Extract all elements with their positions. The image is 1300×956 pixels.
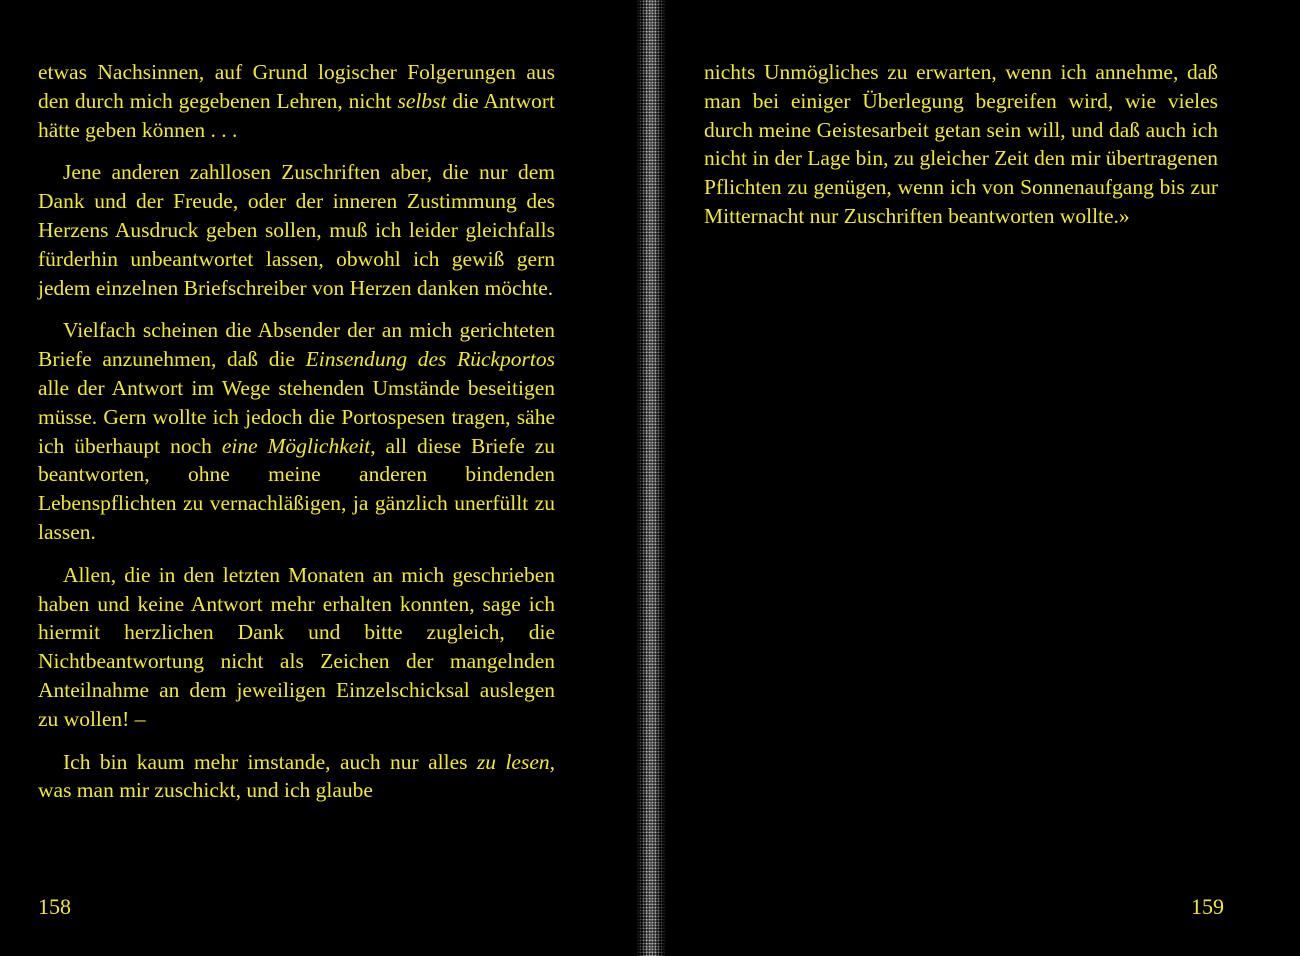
paragraph: nichts Unmögliches zu erwarten, wenn ich annehme, daß man bei einiger Überlegung begreifen wird, wie vieles durch meine Geistesarbeit getan sein will, und daß auch ich nicht in der Lage bin, zu gleicher Zeit den mir übertragenen Pflichten zu genügen, wenn ich von Sonnenaufgang bis zur Mitternacht nur Zuschriften beantworten wollte.» — [704, 60, 1218, 228]
paragraph: Ich bin kaum mehr imstande, auch nur alles zu lesen, was man mir zuschickt, und ich glaube — [38, 749, 555, 803]
left-page — [38, 0, 555, 956]
paragraph: Vielfach scheinen die Absender der an mich gerichteten Briefe anzunehmen, daß die Einsendung des Rückportos alle der Antwort im Wege stehenden Umstände beseitigen müsse. Gern wollte ich jedoch die Portospesen tragen, sähe ich überhaupt noch eine Möglichkeit, all diese Briefe zu beantworten, ohne meine anderen bindenden Lebenspflichten zu vernachläßigen, ja gänzlich unerfüllt zu lassen. — [38, 318, 555, 544]
paragraph: Jene anderen zahllosen Zuschriften aber, die nur dem Dank und der Freude, oder der inneren Zustimmung des Herzens Ausdruck geben sollen, muß ich leider gleichfalls fürderhin unbeantwortet lassen, obwohl ich gewiß gern jedem einzelnen Briefschreiber von Herzen danken möchte. — [38, 160, 555, 300]
paragraph: Allen, die in den letzten Monaten an mich geschrieben haben und keine Antwort mehr erhalten konnten, sage ich hiermit herzlichen Dank und bitte zugleich, die Nichtbeantwortung nicht als Zeichen der mangelnden Anteilnahme an dem jeweiligen Einzelschicksal auslegen zu wollen! – — [38, 562, 555, 731]
book-gutter — [636, 0, 666, 956]
right-page-text — [704, 58, 1218, 245]
page-number: 158 — [38, 894, 71, 919]
page-number: 159 — [1191, 894, 1224, 919]
paragraph: etwas Nachsinnen, auf Grund logischer Folgerungen aus den durch mich gegebenen Lehren, nicht selbst die Antwort hätte geben können . . . — [38, 60, 555, 142]
left-page-text — [38, 58, 555, 819]
right-page — [704, 0, 1224, 956]
